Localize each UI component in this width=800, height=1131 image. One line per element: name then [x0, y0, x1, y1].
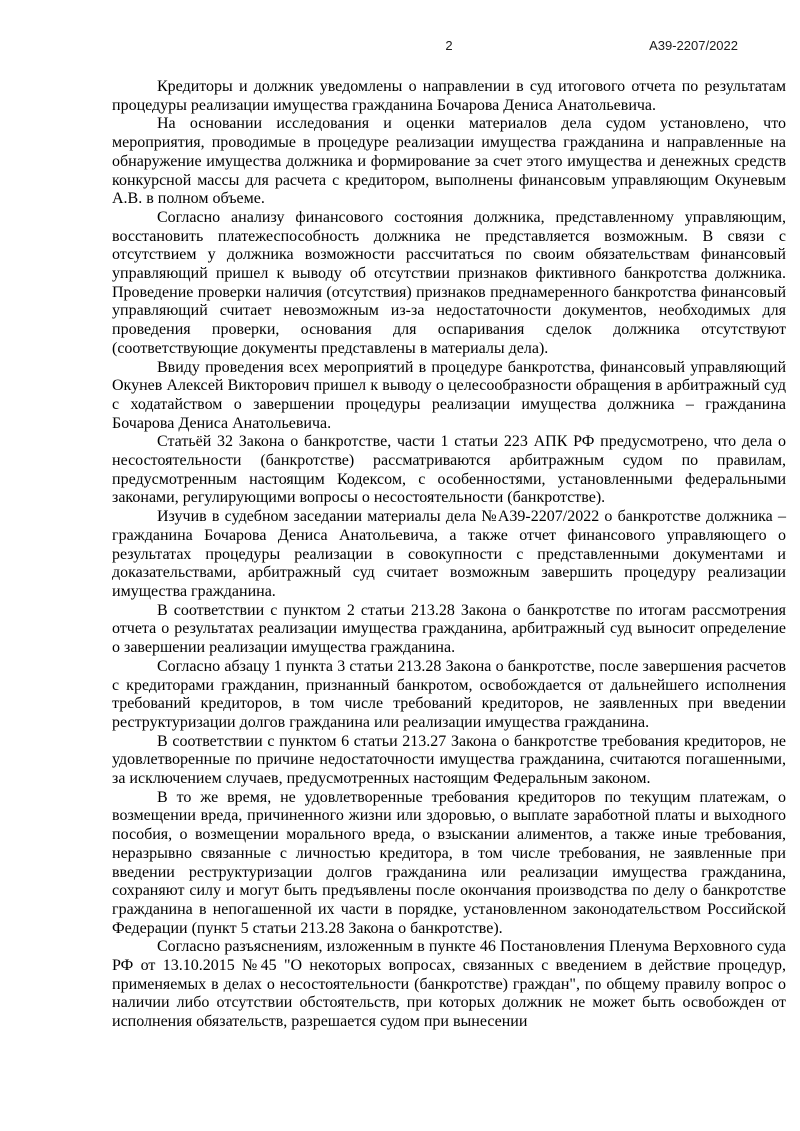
- paragraph: В соответствии с пунктом 6 статьи 213.27 Закона о банкротстве требования кредиторов, не удовлетворенные по причине недостаточности имущества гражданина, считаются погашенными, за исключением случаев, предусмотренных настоящим Федеральным законом.: [112, 732, 786, 788]
- paragraph: Статьёй 32 Закона о банкротстве, части 1 статьи 223 АПК РФ предусмотрено, что дела о несостоятельности (банкротстве) рассматриваются арбитражным судом по правилам, предусмотренным настоящим Кодексом, с особенностями, установленными федеральными законами, регулирующими вопросы о несостоятельности (банкротстве).: [112, 433, 786, 507]
- paragraph: Согласно абзацу 1 пункта 3 статьи 213.28 Закона о банкротстве, после завершения расчетов с кредиторами гражданин, признанный банкротом, освобождается от дальнейшего исполнения требований кредиторов, в том числе требований кредиторов, не заявленных при введении реструктуризации долгов гражданина или реализации имущества гражданина.: [112, 657, 786, 731]
- document-header: [112, 38, 786, 53]
- paragraph: Изучив в судебном заседании материалы дела №А39-2207/2022 о банкротстве должника – гражданина Бочарова Дениса Анатольевича, а также отчет финансового управляющего о результатах процедуры реализации в совокупности с представленными документами и доказательствами, арбитражный суд считает возможным завершить процедуру реализации имущества гражданина.: [112, 508, 786, 600]
- paragraph: Согласно анализу финансового состояния должника, представленному управляющим, восстановить платежеспособность должника не представляется возможным. В связи с отсутствием у должника возможности рассчитаться по своим обязательствам финансовый управляющий пришел к выводу об отсутствии признаков фиктивного банкротства должника. Проведение проверки наличия (отсутствия) признаков преднамеренного банкротства финансовый управляющий считает невозможным из-за недостаточности документов, необходимых для проведения проверки, основания для оспаривания сделок должника отсутствуют (соответствующие документы представлены в материалы дела).: [112, 208, 786, 357]
- case-number: А39-2207/2022: [649, 38, 738, 53]
- paragraph: Ввиду проведения всех мероприятий в процедуре банкротства, финансовый управляющий Окунев Алексей Викторович пришел к выводу о целесообразности обращения в арбитражный суд с ходатайством о завершении процедуры реализации имущества должника – гражданина Бочарова Дениса Анатольевича.: [112, 358, 786, 432]
- page-number: 2: [445, 38, 453, 53]
- paragraph: В соответствии с пунктом 2 статьи 213.28 Закона о банкротстве по итогам рассмотрения отчета о результатах реализации имущества гражданина, арбитражный суд выносит определение о завершении реализации имущества гражданина.: [112, 601, 786, 657]
- document-body: [112, 78, 786, 1032]
- paragraph: На основании исследования и оценки материалов дела судом установлено, что мероприятия, проводимые в процедуре реализации имущества гражданина и направленные на обнаружение имущества должника и формирование за счет этого имущества и денежных средств конкурсной массы для расчета с кредитором, выполнены финансовым управляющим Окуневым А.В. в полном объеме.: [112, 115, 786, 208]
- paragraph: Кредиторы и должник уведомлены о направлении в суд итогового отчета по результатам процедуры реализации имущества гражданина Бочарова Дениса Анатольевича.: [112, 78, 786, 114]
- paragraph: Согласно разъяснениям, изложенным в пункте 46 Постановления Пленума Верховного суда РФ от 13.10.2015 №45 "О некоторых вопросах, связанных с введением в действие процедур, применяемых в делах о несостоятельности (банкротстве) граждан", по общему правилу вопрос о наличии либо отсутствии обстоятельств, при которых должник не может быть освобожден от исполнения обязательств, разрешается судом при вынесении: [112, 938, 786, 1031]
- paragraph: В то же время, не удовлетворенные требования кредиторов по текущим платежам, о возмещении вреда, причиненного жизни или здоровью, о выплате заработной платы и выходного пособия, о возмещении морального вреда, о взыскании алиментов, а также иные требования, неразрывно связанные с личностью кредитора, в том числе требования, не заявленные при введении реструктуризации долгов гражданина или реализации имущества гражданина, сохраняют силу и могут быть предъявлены после окончания производства по делу о банкротстве гражданина в непогашенной их части в порядке, установленном законодательством Российской Федерации (пункт 5 статьи 213.28 Закона о банкротстве).: [112, 788, 786, 937]
